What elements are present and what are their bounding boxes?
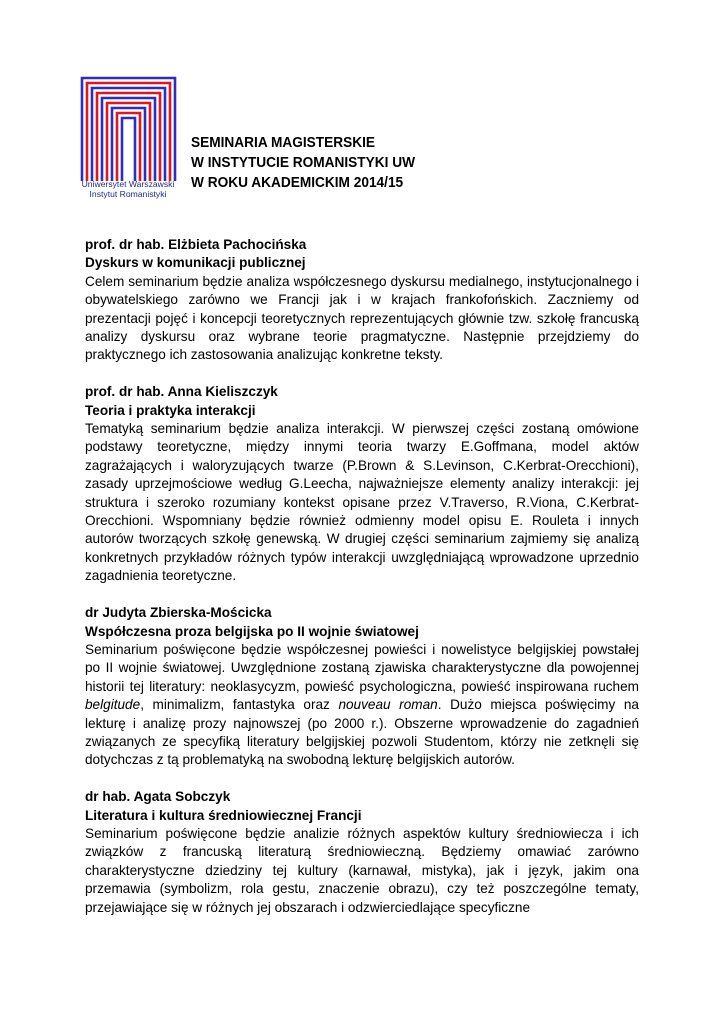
description-text: . Dużo miejsca poświęcimy na lekturę i analizę prozy najnowszej (po 2000 r.). Obszerne wprowadzenie do zagadnień związanych ze specyfiką literatury belgijskiej pozwoli Studentom, którzy nie zetknęli się dotychczas z tą problematyką na swobodną lekturę belgijskich autorów. [85,697,639,768]
seminar-author: dr hab. Agata Sobczyk [85,789,231,805]
description-italic-term: nouveau roman [338,697,438,713]
seminar-description: Seminarium poświęcone będzie analizie różnych aspektów kultury średniowiecza i ich związków z francuską literaturą średniowieczną. Będziemy omawiać zarówno charakterystyczne dziedziny tej kultury (karnawał, mistyka), jak i język, jakim ona przemawia (symbolizm, rola gestu, znaczenie obrazu), czy też poszczególne tematy, przejawiające się w różnych jej obszarach i odzwierciedlające specyficzne [85,825,639,915]
seminar-author: dr Judyta Zbierska-Mościcka [85,605,272,621]
seminar-description: Celem seminarium będzie analiza współczesnego dyskursu medialnego, instytucjonalnego i obywatelskiego zarówno we Francji jak i w krajach frankofońskich. Zaczniemy od prezentacji pojęć i koncepcji teoretycznych reprezentujących głównie tzw. szkołę francuską analizy dyskursu oraz wybrane teorie pragmatyczne. Następnie przejdziemy do praktycznego ich zastosowania analizując konkretne teksty. [85,273,639,363]
seminar-topic: Literatura i kultura średniowiecznej Francji [85,807,362,823]
logo-caption [78,179,178,199]
seminar-topic: Teoria i praktyka interakcji [85,402,256,418]
description-text: , minimalizm, fantastyka oraz [140,697,339,713]
title-line2: W INSTYTUCIE ROMANISTYKI UW [191,154,416,171]
seminar-entry [85,788,639,917]
document-title [191,133,415,193]
description-italic-term: belgitude [85,697,141,713]
description-text: Seminarium poświęcone będzie współczesnej powieści i nowelistyce belgijskiej powstałej po II wojnie światowej. Uwzględnione zostaną zjawiska charakterystyczne dla powojennej historii tej literatury: neoklasycyzm, powieść psychologiczna, powieść inspirowana ruchem [85,641,639,694]
title-line1: SEMINARIA MAGISTERSKIE [191,134,376,151]
logo-caption-line2: Instytut Romanistyki [89,189,167,199]
seminar-entry [85,383,639,585]
seminar-author: prof. dr hab. Anna Kieliszczyk [85,384,278,400]
seminar-description [85,641,639,770]
seminar-description: Tematyką seminarium będzie analiza interakcji. W pierwszej części zostaną omówione podstawy teoretyczne, między innymi teoria twarzy E.Goffmana, model aktów zagrażających i waloryzujących twarze (P.Brown & S.Levinson, C.Kerbrat-Orecchioni), zasady uprzejmościowe według G.Leecha, najważniejsze elementy analizy interakcji: jej struktura i szeroko rozumiany kontekst opisane przez V.Traverso, R.Viona, C.Kerbrat-Orecchioni. Wspomniany będzie również odmienny model opisu E. Rouleta i innych autorów tworzących szkołę genewską. W drugiej części seminarium zajmiemy się analizą konkretnych przykładów różnych typów interakcji uwzględniającą wprowadzone uprzednio zagadnienia teoretyczne. [85,421,639,584]
title-line3: W ROKU AKADEMICKIM 2014/15 [191,174,404,191]
seminar-author: prof. dr hab. Elżbieta Pachocińska [85,237,307,252]
seminar-entry [85,236,639,365]
seminar-list [85,236,639,935]
seminar-topic: Współczesna proza belgijska po II wojnie światowej [85,623,419,639]
seminar-entry [85,604,639,770]
seminar-topic: Dyskurs w komunikacji publicznej [85,255,306,271]
logo-caption-line1: Uniwersytet Warszawski [81,179,175,189]
